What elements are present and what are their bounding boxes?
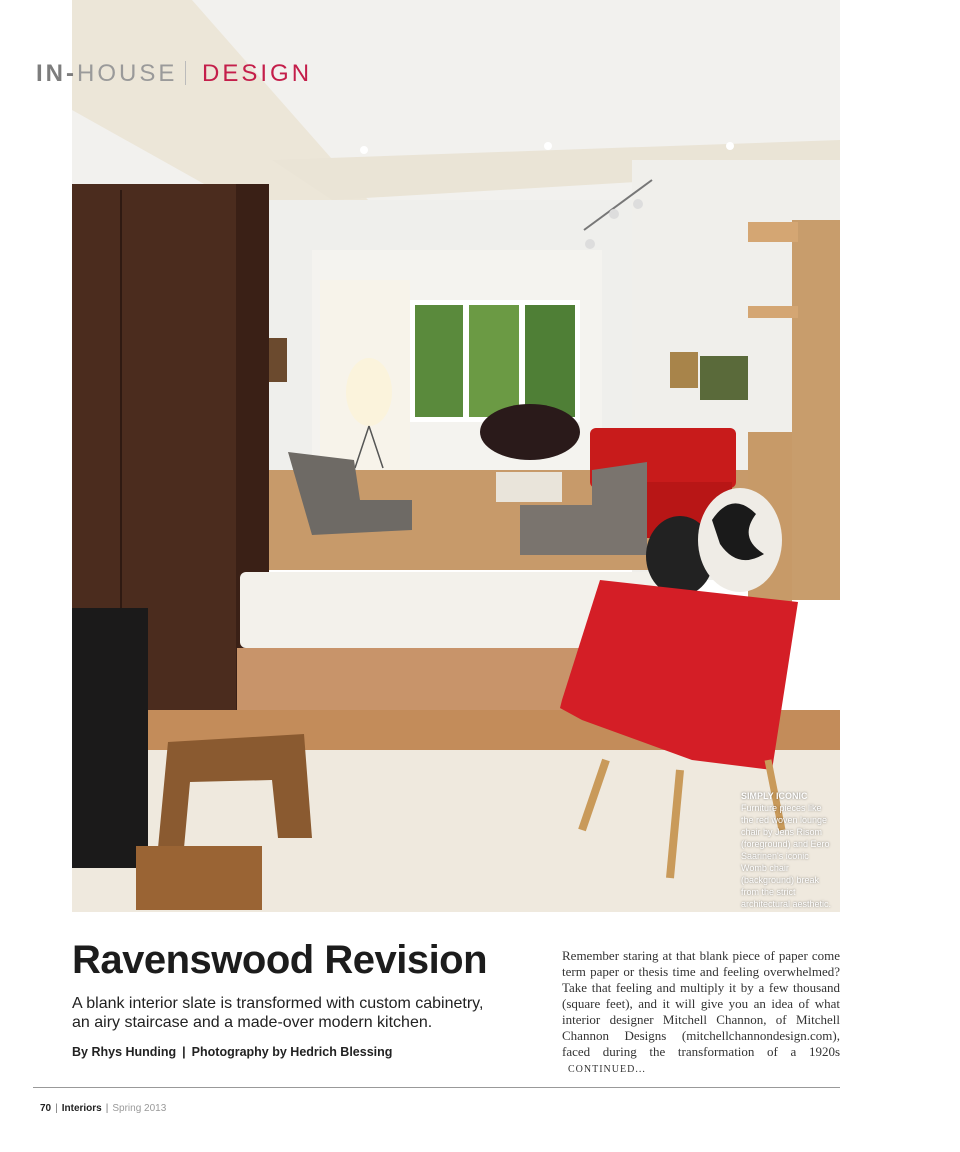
- article-deck: A blank interior slate is transformed with custom cabinetry, an airy staircase and a made-over modern kitchen.: [72, 995, 484, 1031]
- living-room-photo: [72, 0, 840, 912]
- section-word-design: DESIGN: [202, 60, 313, 87]
- folio-separator-1: |: [55, 1103, 58, 1114]
- article-body: [562, 948, 840, 1078]
- byline-author: By Rhys Hunding: [72, 1045, 177, 1059]
- article-headline: Ravenswood Revision: [72, 938, 488, 982]
- byline-separator: |: [182, 1045, 186, 1059]
- page-number: 70: [40, 1103, 52, 1114]
- caption-text: Furniture pieces like the red woven lounge chair by Jens Risom (foreground) and Eero Saarinen's iconic Womb chair (background) break from the strict architectural aesthetic.: [741, 803, 832, 909]
- section-prefix: IN-: [36, 60, 77, 87]
- feature-photo: [72, 0, 840, 912]
- folio-separator-2: |: [105, 1103, 109, 1114]
- photo-caption: [741, 790, 833, 910]
- continued-link[interactable]: CONTINUED...: [568, 1064, 646, 1075]
- section-divider: [185, 61, 186, 85]
- footer-rule: [33, 1087, 840, 1088]
- article-byline: [72, 1045, 392, 1059]
- section-word-house: HOUSE: [77, 60, 178, 87]
- byline-photo-credit: Photography by Hedrich Blessing: [191, 1045, 393, 1059]
- page-folio: [40, 1103, 166, 1114]
- issue-date: Spring 2013: [112, 1103, 167, 1114]
- article-body-text: Remember staring at that blank piece of paper come term paper or thesis time and feeling overwhelmed? Take that feeling and multiply it by a few thousand (square feet), and it will give you an idea of what interior designer Mitchell Channon, of Mitchell Channon Designs (mitchellchannondesign.com), faced during the transformation of a 1920s: [562, 948, 840, 1059]
- caption-title: SIMPLY ICONIC: [741, 791, 808, 801]
- section-label: [36, 60, 312, 88]
- magazine-name: Interiors: [61, 1103, 102, 1114]
